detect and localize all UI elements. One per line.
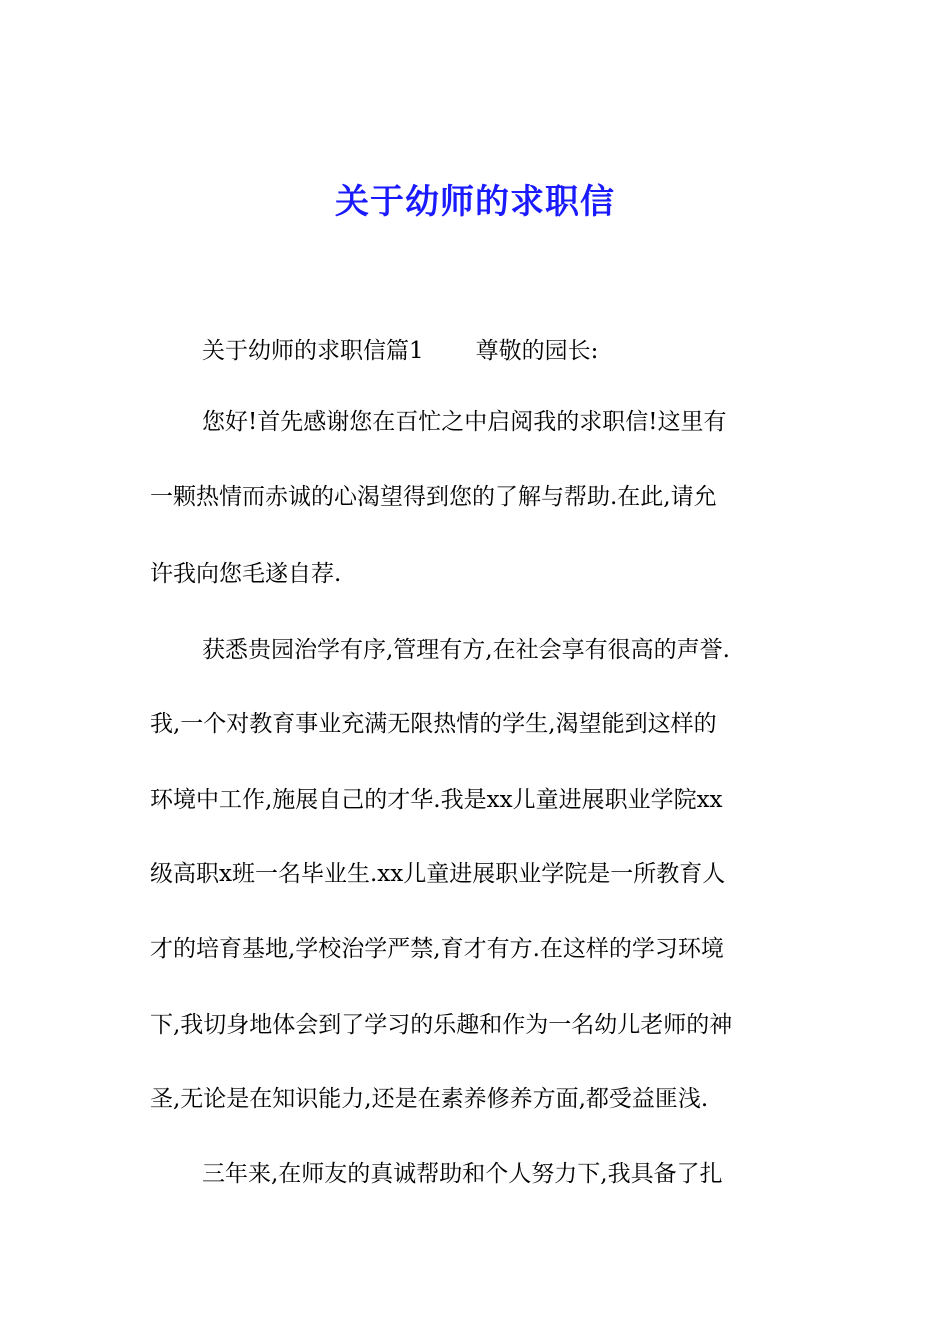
body-line: 圣,无论是在知识能力,还是在素养修养方面,都受益匪浅.: [150, 1086, 709, 1112]
salutation: 尊敬的园长:: [475, 338, 599, 364]
body-line: 获悉贵园治学有序,管理有方,在社会享有很高的声誉.: [202, 637, 730, 663]
body-line: 我,一个对教育事业充满无限热情的学生,渴望能到这样的: [150, 711, 717, 737]
document-title: 关于幼师的求职信: [335, 182, 615, 222]
body-line: 级高职x班一名毕业生.xx儿童进展职业学院是一所教育人: [150, 861, 726, 887]
salutation-line: [202, 334, 862, 368]
body-line: 环境中工作,施展自己的才华.我是xx儿童进展职业学院xx: [150, 787, 723, 813]
section-heading: 关于幼师的求职信篇1: [202, 338, 424, 364]
body-line: 才的培育基地,学校治学严禁,育才有方.在这样的学习环境: [150, 936, 724, 962]
body-line: 一颗热情而赤诚的心渴望得到您的了解与帮助.在此,请允: [150, 484, 717, 510]
body-line: 您好!首先感谢您在百忙之中启阅我的求职信!这里有: [202, 409, 727, 435]
body-line: 下,我切身地体会到了学习的乐趣和作为一名幼儿老师的神: [150, 1012, 733, 1038]
body-line: 三年来,在师友的真诚帮助和个人努力下,我具备了扎: [202, 1161, 723, 1187]
body-line: 许我向您毛遂自荐.: [150, 561, 342, 587]
